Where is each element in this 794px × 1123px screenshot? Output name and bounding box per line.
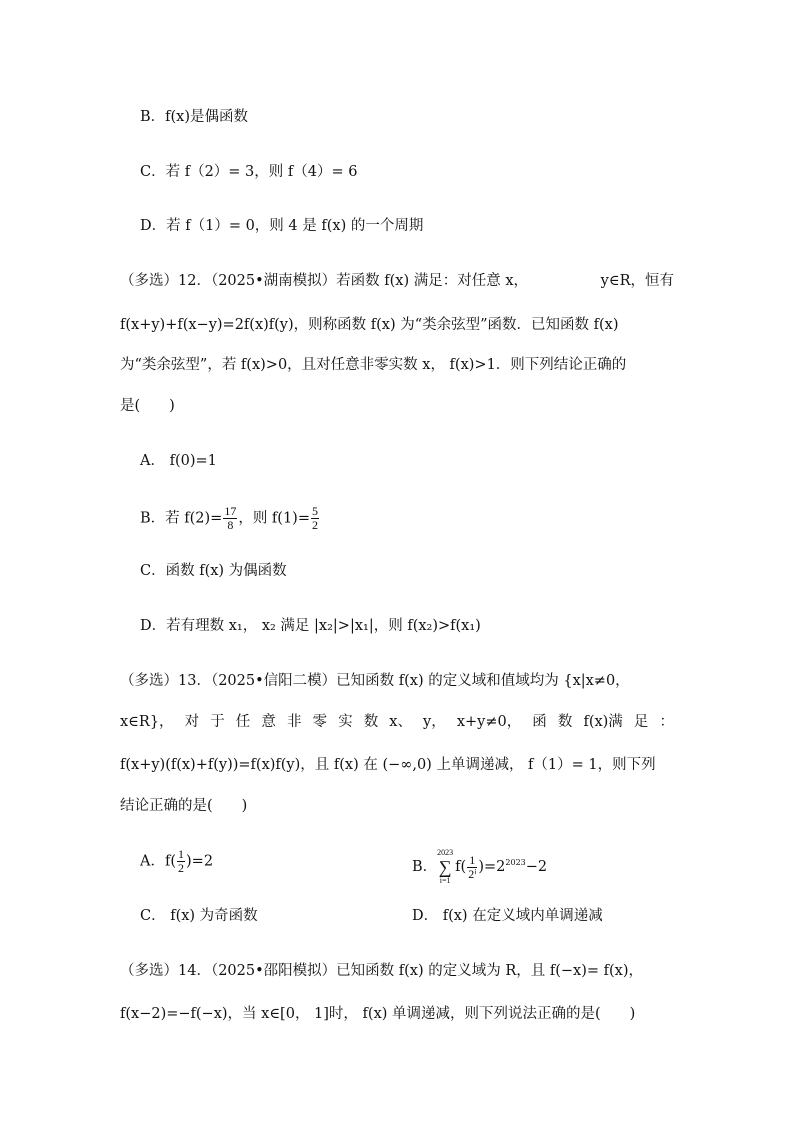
q13-line2-token: 任 bbox=[235, 714, 251, 730]
q13-stem-line-2 bbox=[120, 712, 674, 732]
q13-stem-line-3: f(x+y)(f(x)+f(y))=f(x)f(y)，且 f(x) 在 (−∞,0) 上单调递减， f（1）= 1，则下列 bbox=[120, 757, 656, 773]
q13-line2-token: 足 bbox=[633, 714, 649, 730]
q13-line2-token: 对 bbox=[184, 714, 200, 730]
q11-option-c: C．若 f（2）= 3，则 f（4）= 6 bbox=[140, 164, 358, 180]
q13-line2-token: 非 bbox=[286, 714, 302, 730]
q13-option-d: D． f(x) 在定义域内单调递减 bbox=[412, 908, 603, 924]
q13-option-a: A．f( $\frac{1}{2}$ )=2 bbox=[140, 847, 214, 875]
q14-stem-line-1: （多选）14．（2025•邵阳模拟）已知函数 f(x) 的定义域为 R，且 f(−x)= f(x)， bbox=[120, 963, 643, 979]
q13-line2-token: ： bbox=[659, 714, 674, 730]
q13-option-c: C． f(x) 为奇函数 bbox=[140, 908, 258, 924]
q12-stem-line-2: f(x+y)+f(x−y)=2f(x)f(y)，则称函数 f(x) 为“类余弦型”函数．已知函数 f(x) bbox=[120, 317, 619, 333]
q11-option-d: D．若 f（1）= 0，则 4 是 f(x) 的一个周期 bbox=[140, 218, 424, 234]
fraction: $\frac{5}{2}$ bbox=[312, 504, 318, 532]
q12-stem-line-1: （多选）12．（2025•湖南模拟）若函数 f(x) 满足：对任意 x， y∈R，恒有 bbox=[120, 273, 674, 289]
q14-stem-line-2: f(x−2)=−f(−x)，当 x∈[0， 1]时， f(x) 单调递减，则下列说法正确的是( ) bbox=[120, 1006, 636, 1022]
q13-line2-token: f(x)满 bbox=[583, 714, 623, 730]
q13-line2-token: x+y≠0， bbox=[456, 714, 522, 730]
q13-stem-line-4: 结论正确的是( ) bbox=[120, 798, 248, 814]
q12-stem-line-3: 为“类余弦型”，若 f(x)>0，且对任意非零实数 x， f(x)>1．则下列结论正确的 bbox=[120, 357, 627, 373]
q13-line2-token: 数 bbox=[557, 714, 573, 730]
q13-line2-token: x∈R}， bbox=[120, 714, 174, 730]
q12-option-d: D．若有理数 x₁， x₂ 满足 |x₂|>|x₁|，则 f(x₂)>f(x₁) bbox=[140, 618, 481, 634]
q13-option-b: B． 2023 ∑ i=1 f( $\frac{1}{\text{2ⁱ}}$ )$=2^{2023}-2$ bbox=[412, 848, 548, 885]
q13-line2-token: 实 bbox=[338, 714, 353, 730]
fraction: $\frac{1}{2}$ bbox=[178, 847, 185, 875]
q13-line2-token: y， bbox=[423, 714, 446, 730]
q13-line2-token: 数 bbox=[363, 714, 379, 730]
q13-line2-token: 意 bbox=[261, 714, 276, 730]
q12-option-a: A． f(0)=1 bbox=[140, 453, 217, 469]
q13-stem-line-1: （多选）13．（2025•信阳二模）已知函数 f(x) 的定义域和值域均为 {x|x≠0， bbox=[120, 673, 630, 689]
fraction: $\frac{17}{8}$ bbox=[224, 504, 237, 532]
fraction: $\frac{1}{\text{2ⁱ}}$ bbox=[468, 852, 477, 881]
summation: 2023 ∑ i=1 bbox=[437, 848, 454, 885]
q13-line2-token: 函 bbox=[532, 714, 547, 730]
q11-option-b: B．f(x)是偶函数 bbox=[140, 109, 249, 125]
q12-stem-line-4: 是( ) bbox=[120, 398, 175, 414]
q13-line2-token: x、 bbox=[389, 714, 412, 730]
q12-option-b: B．若 f(2)= $\frac{17}{8}$ ，则 f(1)= $\frac{5}{2}$ bbox=[140, 504, 318, 532]
q13-line2-token: 于 bbox=[210, 714, 225, 730]
q12-option-c: C．函数 f(x) 为偶函数 bbox=[140, 563, 287, 579]
q13-line2-token: 零 bbox=[312, 714, 328, 730]
